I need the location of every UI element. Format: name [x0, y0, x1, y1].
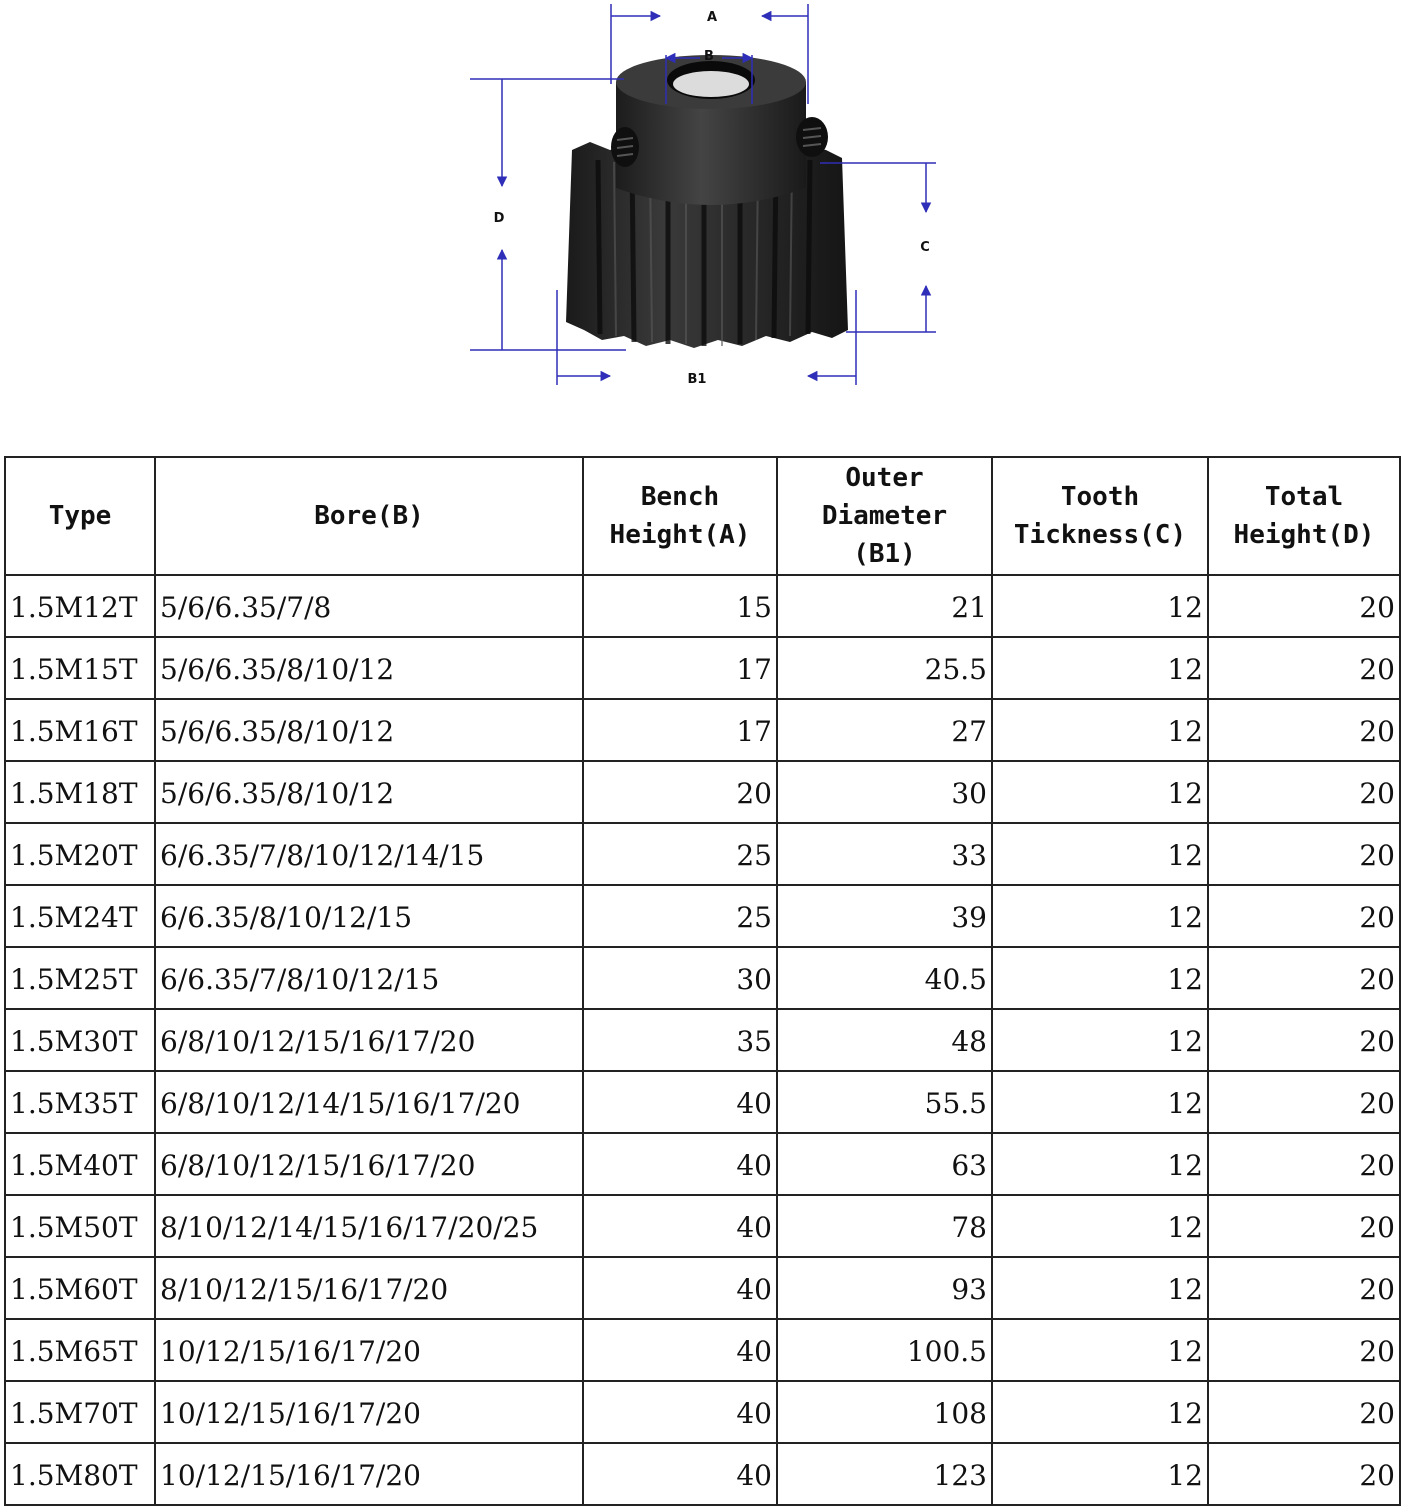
- bore-cell: 8/10/12/14/15/16/17/20/25: [155, 1195, 583, 1257]
- bench-height-cell: 40: [583, 1443, 777, 1505]
- bench-height-cell: 20: [583, 761, 777, 823]
- dimension-label-a: A: [706, 10, 718, 25]
- outer-diameter-cell: 48: [777, 1009, 992, 1071]
- tooth-thickness-cell: 12: [992, 1319, 1208, 1381]
- bench-height-cell: 25: [583, 885, 777, 947]
- column-header-line: (B1): [853, 539, 916, 569]
- table-row: [5, 947, 1400, 1009]
- tooth-thickness-cell: 12: [992, 885, 1208, 947]
- type-cell: 1.5M20T: [5, 823, 155, 885]
- table-row: [5, 761, 1400, 823]
- column-header-line: Bore(B): [314, 501, 424, 531]
- type-cell: 1.5M24T: [5, 885, 155, 947]
- total-height-cell: 20: [1208, 637, 1400, 699]
- total-height-cell: 20: [1208, 575, 1400, 637]
- gear-drawing: [0, 0, 1406, 420]
- bench-height-cell: 40: [583, 1195, 777, 1257]
- bench-height-cell: 35: [583, 1009, 777, 1071]
- outer-diameter-cell: 25.5: [777, 637, 992, 699]
- bore-opening: [673, 71, 749, 97]
- column-header-line: Diameter: [821, 501, 948, 531]
- column-header-line: Tooth: [1060, 482, 1140, 512]
- total-height-cell: 20: [1208, 1257, 1400, 1319]
- column-header-line: Height(D): [1233, 520, 1375, 550]
- bore-cell: 5/6/6.35/8/10/12: [155, 637, 583, 699]
- bench-height-cell: 17: [583, 699, 777, 761]
- type-cell: 1.5M65T: [5, 1319, 155, 1381]
- tooth-thickness-cell: 12: [992, 575, 1208, 637]
- tooth-thickness-cell: 12: [992, 947, 1208, 1009]
- outer-diameter-cell: 30: [777, 761, 992, 823]
- outer-diameter-cell: 21: [777, 575, 992, 637]
- column-header-outer-diameter: [777, 457, 992, 575]
- total-height-cell: 20: [1208, 885, 1400, 947]
- outer-diameter-cell: 33: [777, 823, 992, 885]
- column-header-line: Total: [1264, 482, 1344, 512]
- column-header-line: Bench: [640, 482, 720, 512]
- bore-cell: 5/6/6.35/8/10/12: [155, 699, 583, 761]
- bore-cell: 10/12/15/16/17/20: [155, 1381, 583, 1443]
- column-header-line: Outer: [845, 463, 924, 493]
- total-height-cell: 20: [1208, 1195, 1400, 1257]
- bore-cell: 6/8/10/12/14/15/16/17/20: [155, 1071, 583, 1133]
- total-height-cell: 20: [1208, 699, 1400, 761]
- outer-diameter-cell: 27: [777, 699, 992, 761]
- bore-cell: 6/8/10/12/15/16/17/20: [155, 1009, 583, 1071]
- bench-height-cell: 40: [583, 1071, 777, 1133]
- tooth-thickness-cell: 12: [992, 1195, 1208, 1257]
- table-row: [5, 699, 1400, 761]
- outer-diameter-cell: 39: [777, 885, 992, 947]
- column-header-tooth-thickness: [992, 457, 1208, 575]
- type-cell: 1.5M30T: [5, 1009, 155, 1071]
- outer-diameter-cell: 123: [777, 1443, 992, 1505]
- tooth-thickness-cell: 12: [992, 1071, 1208, 1133]
- tooth-thickness-cell: 12: [992, 823, 1208, 885]
- bore-cell: 5/6/6.35/8/10/12: [155, 761, 583, 823]
- column-header-line: Tickness(C): [1013, 520, 1187, 550]
- spec-table: [4, 456, 1401, 1506]
- bench-height-cell: 40: [583, 1133, 777, 1195]
- tooth-thickness-cell: 12: [992, 1381, 1208, 1443]
- bench-height-cell: 40: [583, 1381, 777, 1443]
- total-height-cell: 20: [1208, 1133, 1400, 1195]
- outer-diameter-cell: 100.5: [777, 1319, 992, 1381]
- bench-height-cell: 15: [583, 575, 777, 637]
- tooth-thickness-cell: 12: [992, 1133, 1208, 1195]
- tooth-thickness-cell: 12: [992, 699, 1208, 761]
- outer-diameter-cell: 78: [777, 1195, 992, 1257]
- bore-cell: 5/6/6.35/7/8: [155, 575, 583, 637]
- table-row: [5, 1133, 1400, 1195]
- bench-height-cell: 17: [583, 637, 777, 699]
- tooth-thickness-cell: 12: [992, 1443, 1208, 1505]
- tooth-thickness-cell: 12: [992, 1009, 1208, 1071]
- table-row: [5, 1195, 1400, 1257]
- bore-cell: 6/6.35/8/10/12/15: [155, 885, 583, 947]
- gear-hub: [611, 55, 828, 205]
- outer-diameter-cell: 63: [777, 1133, 992, 1195]
- table-row: [5, 1257, 1400, 1319]
- table-row: [5, 637, 1400, 699]
- total-height-cell: 20: [1208, 947, 1400, 1009]
- tooth-thickness-cell: 12: [992, 761, 1208, 823]
- bore-cell: 10/12/15/16/17/20: [155, 1443, 583, 1505]
- bore-cell: 8/10/12/15/16/17/20: [155, 1257, 583, 1319]
- column-header-type: [5, 457, 155, 575]
- gear-dimension-figure: [0, 0, 1406, 420]
- column-header-bench-height: [583, 457, 777, 575]
- outer-diameter-cell: 108: [777, 1381, 992, 1443]
- dimension-label-d: D: [493, 211, 505, 226]
- table-row: [5, 1071, 1400, 1133]
- type-cell: 1.5M25T: [5, 947, 155, 1009]
- type-cell: 1.5M50T: [5, 1195, 155, 1257]
- total-height-cell: 20: [1208, 823, 1400, 885]
- table-row: [5, 1009, 1400, 1071]
- bore-cell: 6/6.35/7/8/10/12/14/15: [155, 823, 583, 885]
- table-body: [5, 575, 1400, 1505]
- column-header-total-height: [1208, 457, 1400, 575]
- tooth-thickness-cell: 12: [992, 1257, 1208, 1319]
- table-row: [5, 575, 1400, 637]
- outer-diameter-cell: 93: [777, 1257, 992, 1319]
- type-cell: 1.5M40T: [5, 1133, 155, 1195]
- table-row: [5, 885, 1400, 947]
- bore-cell: 6/8/10/12/15/16/17/20: [155, 1133, 583, 1195]
- bench-height-cell: 25: [583, 823, 777, 885]
- table-row: [5, 1319, 1400, 1381]
- type-cell: 1.5M60T: [5, 1257, 155, 1319]
- outer-diameter-cell: 40.5: [777, 947, 992, 1009]
- bench-height-cell: 40: [583, 1257, 777, 1319]
- dimension-label-b1: B1: [687, 372, 707, 387]
- table-row: [5, 823, 1400, 885]
- total-height-cell: 20: [1208, 761, 1400, 823]
- type-cell: 1.5M12T: [5, 575, 155, 637]
- type-cell: 1.5M18T: [5, 761, 155, 823]
- column-header-line: Height(A): [609, 520, 751, 550]
- total-height-cell: 20: [1208, 1319, 1400, 1381]
- table-row: [5, 1381, 1400, 1443]
- bench-height-cell: 40: [583, 1319, 777, 1381]
- type-cell: 1.5M35T: [5, 1071, 155, 1133]
- total-height-cell: 20: [1208, 1443, 1400, 1505]
- bore-cell: 6/6.35/7/8/10/12/15: [155, 947, 583, 1009]
- total-height-cell: 20: [1208, 1009, 1400, 1071]
- column-header-bore: [155, 457, 583, 575]
- type-cell: 1.5M16T: [5, 699, 155, 761]
- bore-cell: 10/12/15/16/17/20: [155, 1319, 583, 1381]
- column-header-line: Type: [48, 501, 112, 531]
- dimension-label-b: B: [704, 49, 714, 64]
- total-height-cell: 20: [1208, 1381, 1400, 1443]
- tooth-thickness-cell: 12: [992, 637, 1208, 699]
- bench-height-cell: 30: [583, 947, 777, 1009]
- total-height-cell: 20: [1208, 1071, 1400, 1133]
- table-row: [5, 1443, 1400, 1505]
- type-cell: 1.5M15T: [5, 637, 155, 699]
- type-cell: 1.5M70T: [5, 1381, 155, 1443]
- outer-diameter-cell: 55.5: [777, 1071, 992, 1133]
- table-header-row: [5, 457, 1400, 575]
- dimension-label-c: C: [920, 240, 930, 255]
- type-cell: 1.5M80T: [5, 1443, 155, 1505]
